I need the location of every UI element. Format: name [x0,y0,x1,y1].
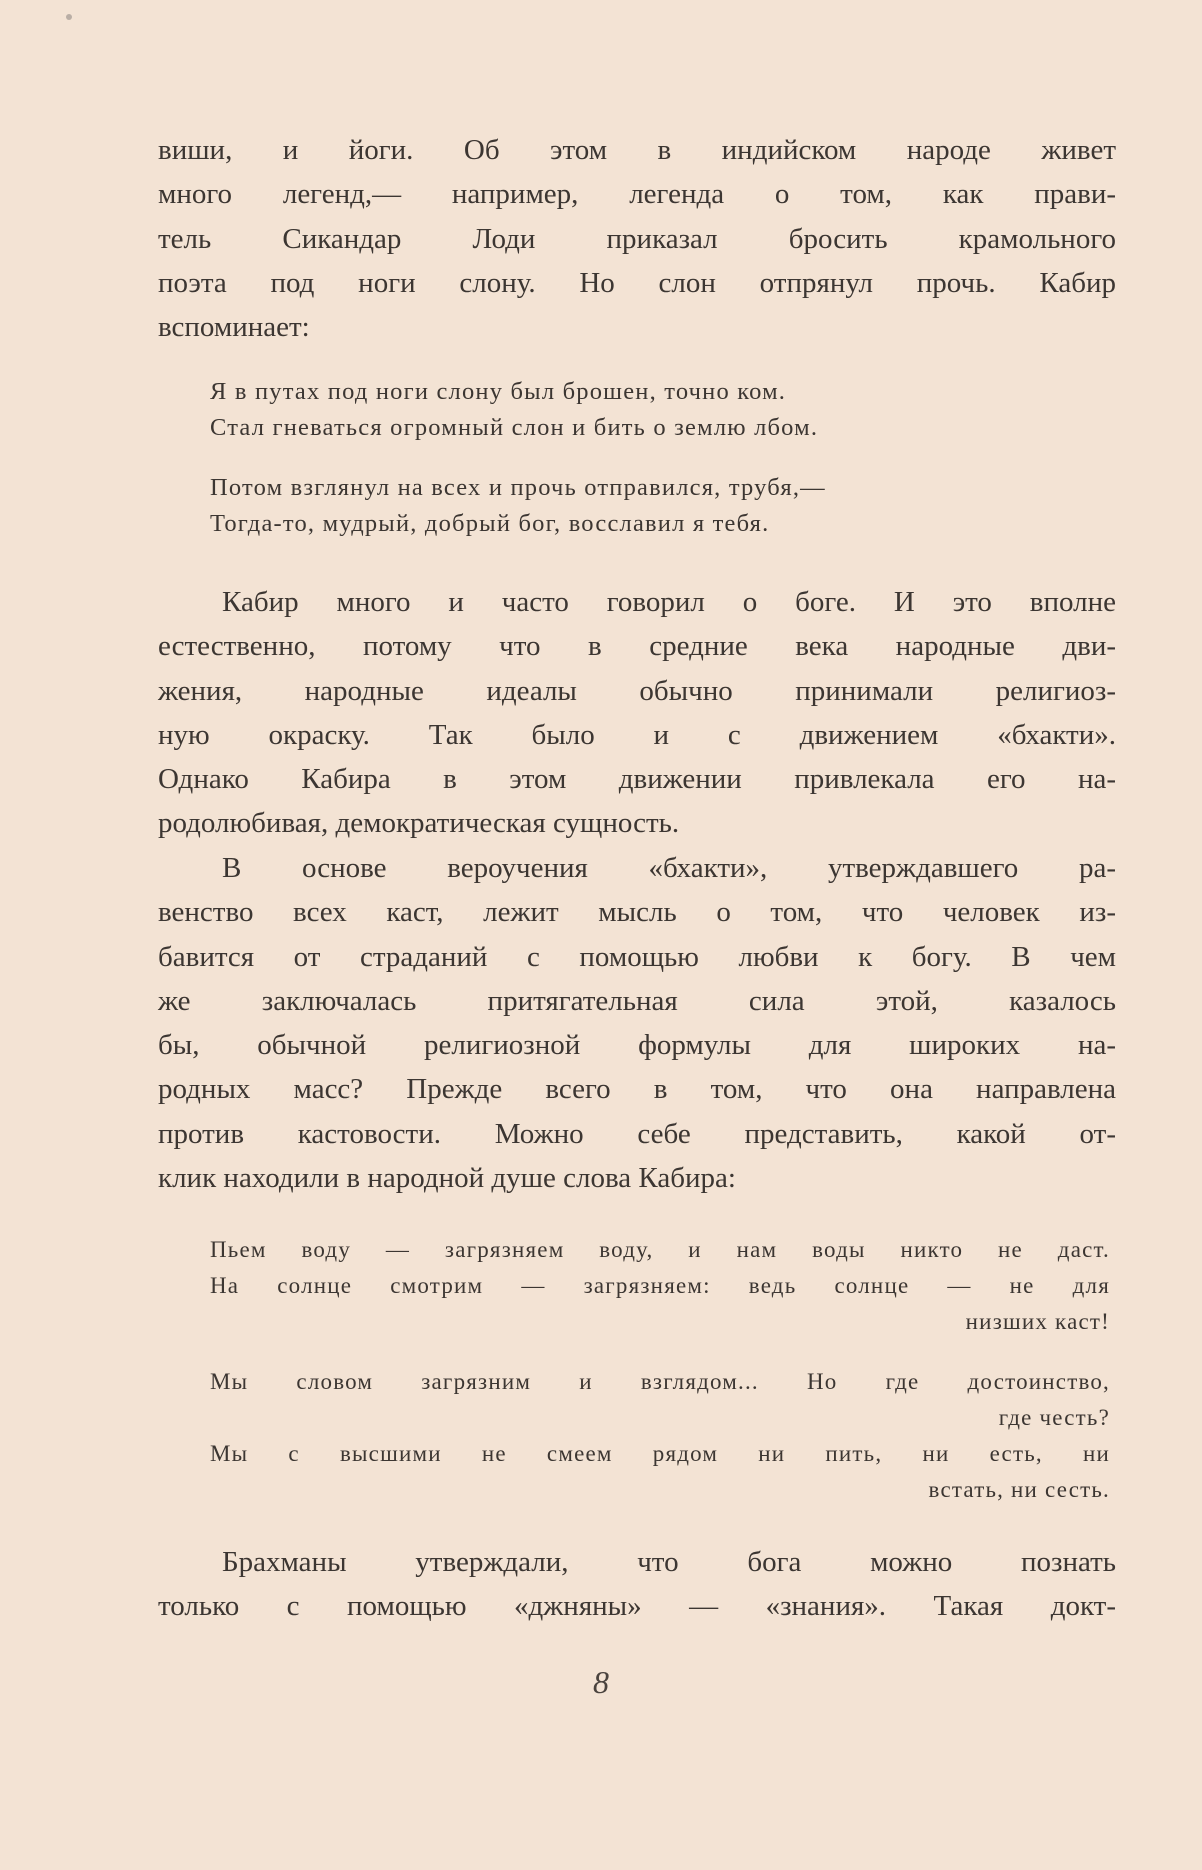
paragraph-1-line-1: виши, и йоги. Об этом в индийском народе живет [158,134,1116,166]
verse-2-line-3-continuation: где честь? [998,1405,1110,1430]
paragraph-3-line-7: против кастовости. Можно себе представить, какой от- [158,1117,1116,1150]
paragraph-3-line-4: же заключалась притягательная сила этой, казалось [158,984,1116,1017]
paragraph-4-line-2: только с помощью «джняны» — «знания». Такая докт- [158,1590,1116,1623]
paragraph-2-line-5: Однако Кабира в этом движении привлекала его на- [158,763,1116,796]
verse-1-stanza-1 [210,374,1110,446]
verse-2-line-4-continuation: встать, ни сесть. [928,1477,1110,1502]
paragraph-4-line-1: Брахманы утверждали, что бога можно познать [222,1546,1116,1578]
paragraph-3-line-8: клик находили в народной душе слова Кабира: [158,1162,736,1195]
paragraph-1-line-3: тель Сикандар Лоди приказал бросить крамольного [158,222,1116,255]
paragraph-3-line-2: венство всех каст, лежит мысль о том, что человек из- [158,896,1116,929]
verse-2-line-2: На солнце смотрим — загрязняем: ведь солнце — не для [210,1273,1110,1298]
verse-1-line-1: Я в путах под ноги слону был брошен, точно ком. [210,378,787,405]
paragraph-1-line-5: вспоминает: [158,311,310,344]
verse-2-line-4: Мы с высшими не смеем рядом ни пить, ни есть, ни [210,1441,1110,1466]
verse-2-line-1: Пьем воду — загрязняем воду, и нам воды никто не даст. [210,1237,1110,1262]
paragraph-2-line-4: ную окраску. Так было и с движением «бхакти». [158,718,1116,751]
paper-speck [66,14,72,20]
paragraph-2-line-2: естественно, потому что в средние века народные дви- [158,630,1116,663]
verse-1-line-3: Потом взглянул на всех и прочь отправился, трубя,— [210,474,826,501]
verse-1-line-4: Тогда-то, мудрый, добрый бог, восславил я тебя. [210,510,770,537]
verse-1-stanza-2 [210,470,1110,542]
verse-1-line-2: Стал гневаться огромный слон и бить о землю лбом. [210,414,819,441]
paragraph-2-line-3: жения, народные идеалы обычно принимали религиоз- [158,674,1116,707]
verse-2-stanza-2 [210,1364,1110,1508]
paragraph-2-line-1: Кабир много и часто говорил о боге. И это вполне [222,586,1116,618]
verse-1 [210,374,1110,566]
paragraph-2-line-6: родолюбивая, демократическая сущность. [158,807,680,840]
paragraph-2 [158,580,1116,846]
paragraph-3-line-1: В основе вероучения «бхакти», утверждавшего ра- [222,852,1116,884]
paragraph-3-line-5: бы, обычной религиозной формулы для широких на- [158,1029,1116,1062]
paragraph-3-line-6: родных масс? Прежде всего в том, что она направлена [158,1073,1116,1106]
paragraph-1-line-4: поэта под ноги слону. Но слон отпрянул прочь. Кабир [158,266,1116,299]
verse-2-stanza-1 [210,1232,1110,1340]
paragraph-1 [158,128,1116,349]
paragraph-3-line-3: бавится от страданий с помощью любви к богу. В чем [158,940,1116,973]
paragraph-3 [158,846,1116,1200]
paragraph-4 [158,1540,1116,1629]
verse-2-line-2-continuation: низших каст! [965,1309,1110,1334]
page-number: 8 [593,1664,609,1700]
paragraph-1-line-2: много легенд,— например, легенда о том, как прави- [158,178,1116,211]
verse-2-line-3: Мы словом загрязним и взглядом... Но где достоинство, [210,1369,1110,1394]
verse-2 [210,1232,1110,1532]
